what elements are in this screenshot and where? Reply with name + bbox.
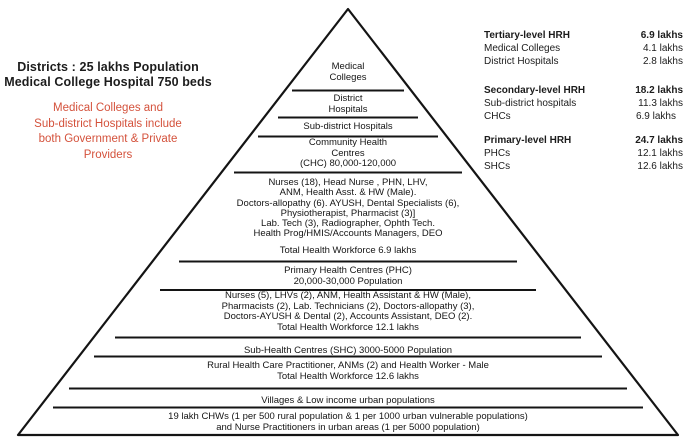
stat-row xyxy=(484,42,683,55)
heading-line: Districts : 25 lakhs Population xyxy=(17,60,199,74)
note-line: Sub-district Hospitals include xyxy=(34,117,182,130)
text-line: Total Health Workforce 12.1 lakhs xyxy=(277,321,419,333)
heading-line: Medical College Hospital 750 beds xyxy=(4,74,212,89)
tier-phc-staff xyxy=(98,291,598,333)
stat-label: District Hospitals xyxy=(484,56,559,67)
stat-value: 12.1 lakhs xyxy=(637,148,683,159)
text-line: Community Health xyxy=(308,137,388,148)
text-line: Nurses (5), LHVs (2), ANM, Health Assistant & HW (Male), xyxy=(224,290,471,301)
text-line: 20,000-30,000 Population xyxy=(293,275,403,287)
stat-value: 11.3 lakhs xyxy=(638,98,683,109)
note-line: both Government & Private xyxy=(38,133,178,145)
text-line: Lab. Tech (3), Radiographer, Ophth Tech. xyxy=(261,218,435,230)
stat-value: 18.2 lakhs xyxy=(635,85,683,96)
text-line: Primary Health Centres (PHC) xyxy=(284,265,412,276)
stat-label: Sub-district hospitals xyxy=(484,98,577,109)
text-line: Medical xyxy=(331,61,365,72)
tier-villages xyxy=(98,395,598,406)
text-line: 19 lakh CHWs (1 per 500 rural population & 1 per 1000 urban vulnerable populations) xyxy=(168,411,528,422)
stat-label: Primary-level HRH xyxy=(484,135,572,146)
stat-value: 4.1 lakhs xyxy=(642,43,683,54)
text-line: Doctors-allopathy (6). AYUSH, Dental Specialists (6), xyxy=(236,197,460,209)
text-line: (CHC) 80,000-120,000 xyxy=(299,158,397,170)
text-line: Pharmacists (2), Lab. Technicians (2), Doctors-allopathy (3), xyxy=(221,300,475,312)
text-line: Colleges xyxy=(329,72,367,83)
text-line: Centres xyxy=(331,147,365,159)
stat-value: 24.7 lakhs xyxy=(635,135,683,146)
stat-value: 6.9 lakhs xyxy=(640,30,683,41)
note-line: Medical Colleges and xyxy=(53,102,163,114)
stat-label: PHCs xyxy=(484,148,511,159)
tier-phc xyxy=(98,266,598,287)
text-line: Sub-Health Centres (SHC) 3000-5000 Population xyxy=(243,345,453,356)
tier-medical-colleges xyxy=(98,61,598,83)
tier-district-hospitals xyxy=(98,93,598,115)
tier-chc-total-workforce xyxy=(98,245,598,256)
stat-value: 2.8 lakhs xyxy=(642,56,683,67)
tier-chw xyxy=(98,412,598,433)
text-line: Rural Health Care Practitioner, ANMs (2) and Health Worker - Male xyxy=(207,360,489,371)
text-line: Physiotherapist, Pharmacist (3)] xyxy=(280,207,416,219)
stat-value: 12.6 lakhs xyxy=(637,161,683,172)
tier-shc-staff xyxy=(98,360,598,382)
text-line: Total Health Workforce 12.6 lakhs xyxy=(277,371,419,382)
note-line: Providers xyxy=(83,148,133,161)
text-line: Villages & Low income urban populations xyxy=(261,395,435,406)
stat-label: Tertiary-level HRH xyxy=(484,30,570,41)
text-line: and Nurse Practitioners in urban areas (1 per 5000 population) xyxy=(216,421,480,433)
text-line: Total Health Workforce 6.9 lakhs xyxy=(279,245,417,256)
tier-chc xyxy=(98,138,598,170)
stat-label: SHCs xyxy=(484,161,511,172)
stat-value: 6.9 lakhs xyxy=(635,111,676,122)
text-line: Hospitals xyxy=(328,104,368,115)
text-line: Nurses (18), Head Nurse , PHN, LHV, xyxy=(268,177,428,188)
stat-label: Secondary-level HRH xyxy=(484,85,586,96)
tier-shc xyxy=(98,345,598,356)
text-line: ANM, Health Asst. & HW (Male). xyxy=(279,187,417,199)
text-line: Health Prog/HMIS/Accounts Managers, DEO xyxy=(253,228,443,240)
stat-label: CHCs xyxy=(484,111,511,122)
stat-row xyxy=(484,29,683,42)
text-line: District xyxy=(333,93,363,104)
text-line: Sub-district Hospitals xyxy=(303,121,393,132)
stat-label: Medical Colleges xyxy=(484,43,561,54)
tier-sub-district-hospitals xyxy=(98,121,598,132)
tier-chc-staff xyxy=(98,178,598,240)
text-line: Doctors-AYUSH & Dental (2), Accounts Assistant, DEO (2). xyxy=(223,311,473,322)
